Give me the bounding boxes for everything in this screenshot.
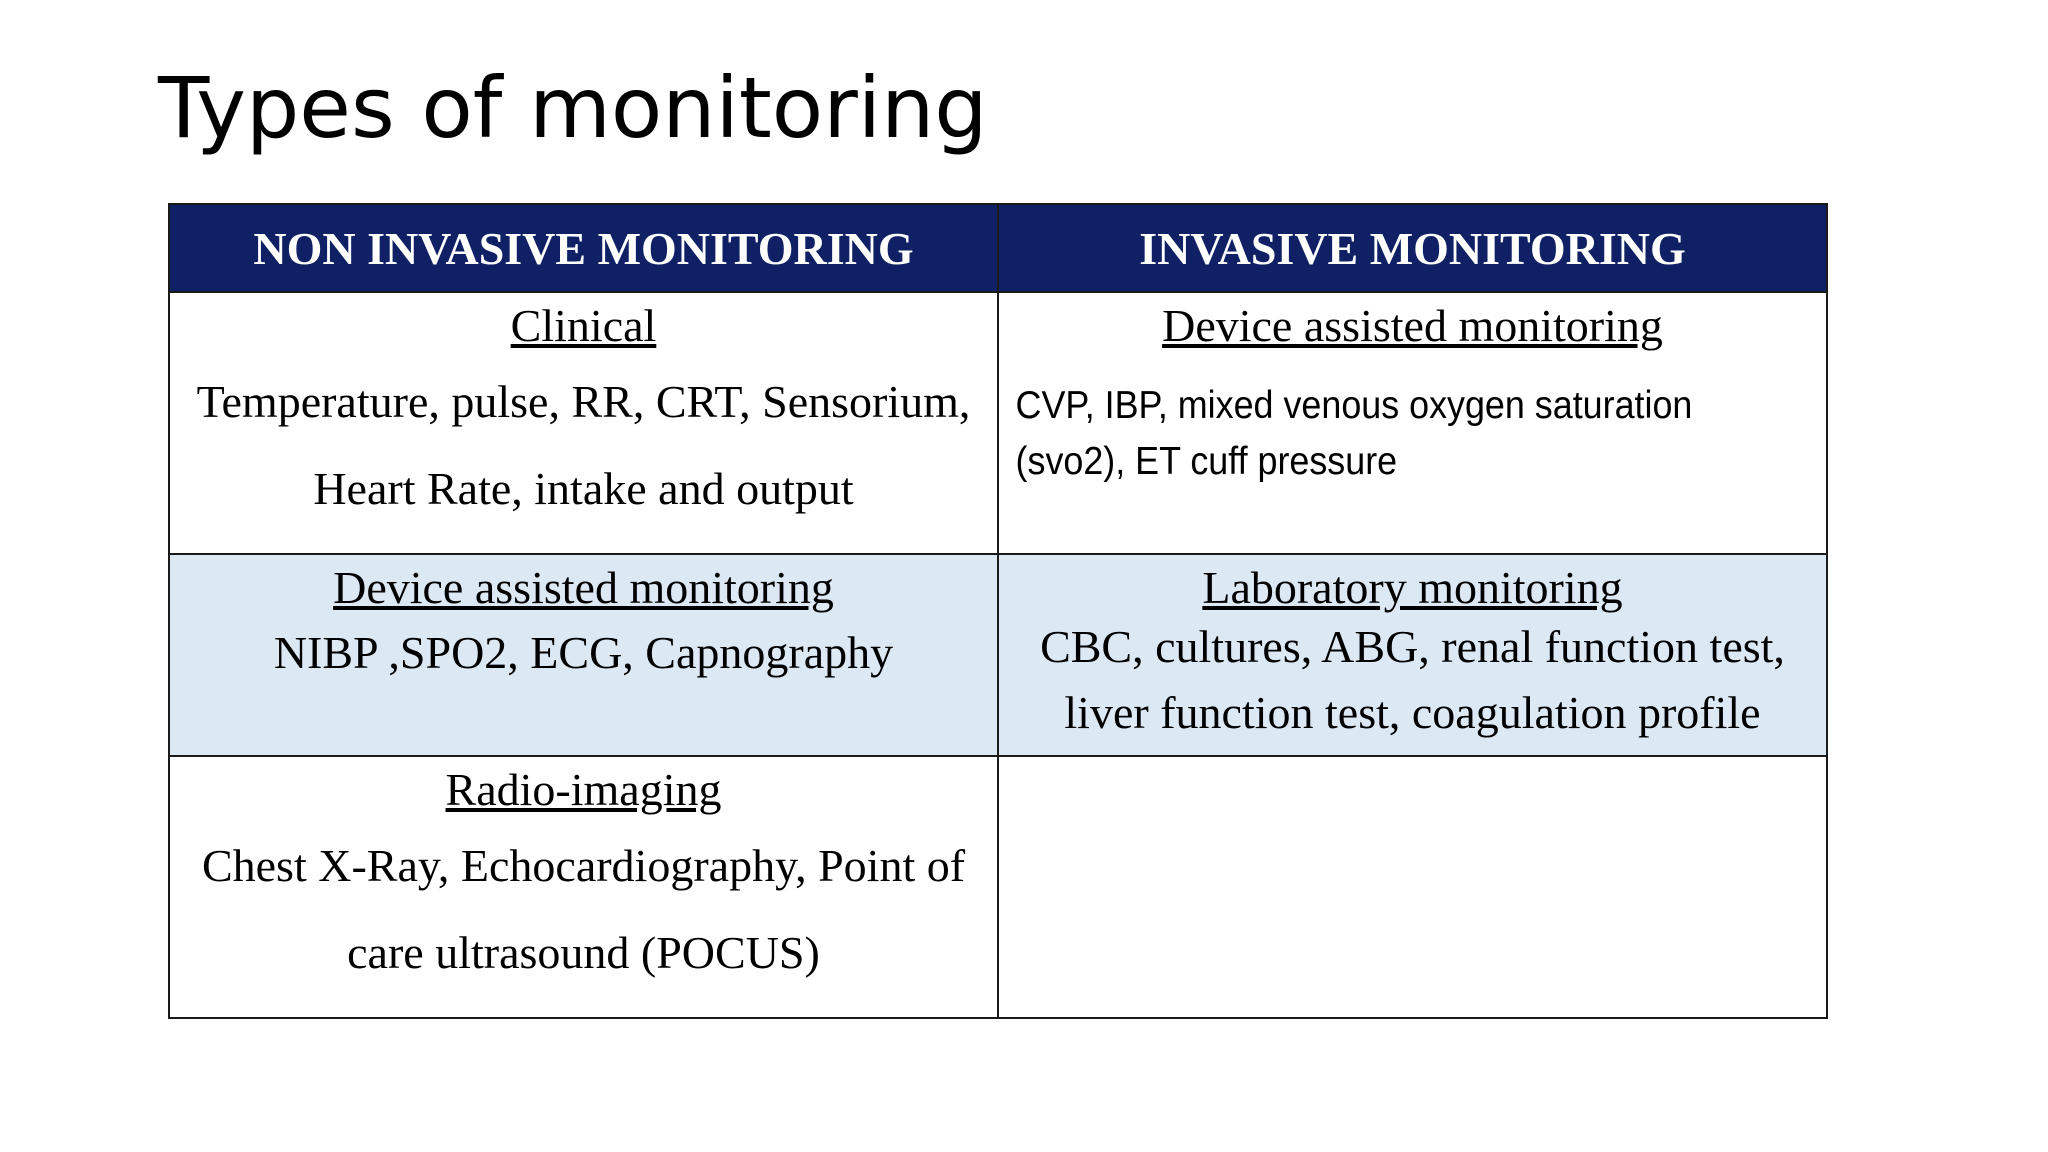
cell-radio-imaging [169,756,998,1018]
cell-body: Chest X-Ray, Echocardiography, Point of care ultrasound (POCUS) [201,839,966,978]
table-row [169,756,1827,1018]
cell-heading: Laboratory monitoring [1202,562,1623,613]
cell-heading: Radio-imaging [445,764,722,815]
cell-empty [998,756,1827,1018]
cell-body: Temperature, pulse, RR, CRT, Sensorium, Heart Rate, intake and output [196,375,971,514]
cell-invasive-device [998,292,1827,554]
table-header-row [169,204,1827,292]
cell-laboratory [998,554,1827,756]
cell-clinical [169,292,998,554]
table-row [169,292,1827,554]
table-row [169,554,1827,756]
cell-noninvasive-device [169,554,998,756]
cell-heading: Device assisted monitoring [1162,300,1663,351]
cell-heading: Device assisted monitoring [333,562,834,613]
cell-body: CBC, cultures, ABG, renal function test, liver function test, coagulation profile [1040,620,1785,738]
cell-heading: Clinical [510,300,657,351]
slide-title: Types of monitoring [158,59,988,157]
cell-body: CVP, IBP, mixed venous oxygen saturation (svo2), ET cuff pressure [1015,383,1693,483]
header-non-invasive: NON INVASIVE MONITORING [169,204,998,292]
cell-body: NIBP ,SPO2, ECG, Capnography [273,626,894,678]
header-invasive: INVASIVE MONITORING [998,204,1827,292]
monitoring-table [168,203,1828,1019]
